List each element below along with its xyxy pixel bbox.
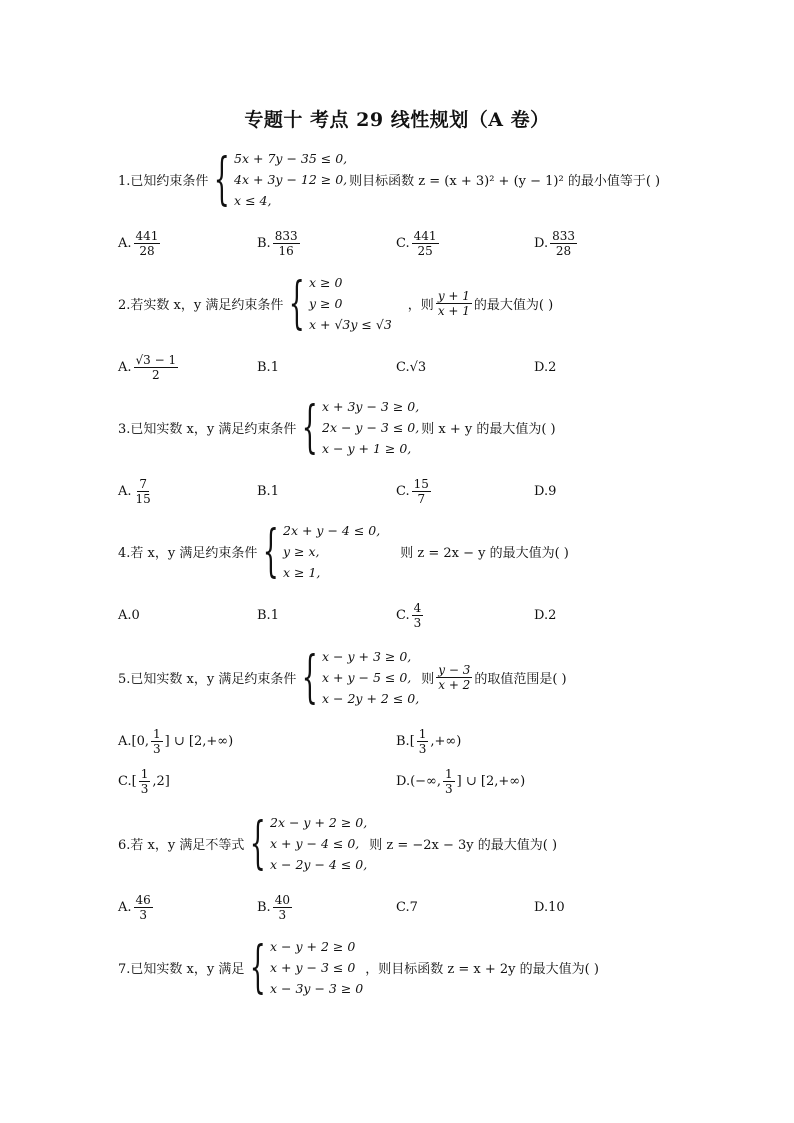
constraint: x + y − 3 ≤ 0 (270, 960, 356, 975)
question-7: 7.已知实数 x，y 满足 { x − y + 2 ≥ 0 x + y − 3 ≤ 0 x − 3y − 3 ≥ 0 ，则目标函数 z = x + 2y 的最大值为( ) (118, 934, 599, 1000)
question-6-options (118, 892, 678, 922)
option-a[interactable]: A. [0, $\frac{1}{3}$ ] ∪ [2,+∞) (118, 726, 234, 756)
option-d[interactable]: D. 9 (534, 483, 557, 499)
constraint: x − 3y − 3 ≥ 0 (270, 981, 364, 996)
objective-fraction: $\frac{y - 3}{x + 2}$ (438, 663, 471, 692)
option-b[interactable]: B. $\frac{833}{16}$ (257, 228, 298, 258)
question-1-prefix: 1.已知约束条件 (118, 174, 209, 189)
question-6-suffix: 则 z = −2x − 3y 的最大值为( ) (369, 838, 558, 853)
question-5-prefix: 5.已知实数 x，y 满足约束条件 (118, 672, 297, 687)
question-1-options (118, 228, 678, 258)
constraint: 4x + 3y − 12 ≥ 0, (234, 172, 348, 187)
question-1-suffix: 则目标函数 z = (x + 3)² + (y − 1)² 的最小值等于( ) (349, 174, 661, 189)
option-b[interactable]: B. 1 (257, 607, 279, 623)
option-a[interactable]: A. $\frac{441}{28}$ (118, 228, 159, 258)
constraint: x − 2y − 4 ≤ 0, (270, 857, 368, 872)
option-d[interactable]: D. $\frac{833}{28}$ (534, 228, 575, 258)
option-d[interactable]: D. 2 (534, 359, 557, 375)
constraint: x + √3y ≤ √3 (309, 317, 392, 332)
constraint: x − y + 1 ≥ 0, (322, 441, 412, 456)
question-5-options-row-1 (118, 724, 678, 758)
option-c[interactable]: C. √3 (396, 359, 427, 375)
objective-fraction: $\frac{y + 1}{x + 1}$ (437, 289, 470, 318)
constraint: y ≥ x, (283, 544, 320, 559)
option-c[interactable]: C. $\frac{15}{7}$ (396, 476, 429, 506)
question-4-options (118, 600, 678, 630)
question-6: 6.若 x，y 满足不等式 { 2x − y + 2 ≥ 0, x + y − 4 ≤ 0, x − 2y − 4 ≤ 0, 则 z = −2x − 3y 的最大值为( ) (118, 810, 558, 876)
question-1: 1.已知约束条件 { 5x + 7y − 35 ≤ 0, 4x + 3y − 12 ≥ 0, x ≤ 4, 则目标函数 z = (x + 3)² + (y − 1)² 的最小值等于( ) (118, 146, 661, 212)
question-2-prefix: 2.若实数 x，y 满足约束条件 (118, 298, 284, 313)
constraint: x + y − 4 ≤ 0, (270, 836, 360, 851)
question-3-options (118, 476, 678, 506)
option-c[interactable]: C. 7 (396, 899, 418, 915)
constraint: 5x + 7y − 35 ≤ 0, (234, 151, 348, 166)
option-d[interactable]: D. 2 (534, 607, 557, 623)
option-b[interactable]: B. [ $\frac{1}{3}$ ,+∞) (396, 726, 462, 756)
question-4: 4.若 x，y 满足约束条件 { 2x + y − 4 ≤ 0, y ≥ x, x ≥ 1, 则 z = 2x − y 的最大值为( ) (118, 518, 569, 584)
question-4-prefix: 4.若 x，y 满足约束条件 (118, 546, 258, 561)
constraint: x ≥ 1, (283, 565, 321, 580)
page-title: 专题十 考点 29 线性规划（A 卷） (244, 109, 550, 131)
option-c[interactable]: C. $\frac{4}{3}$ (396, 600, 422, 630)
question-2: 2.若实数 x，y 满足约束条件 { x ≥ 0 y ≥ 0 x + √3y ≤ √3 ，则 $\frac{y + 1}{x + 1}$ 的最大值为( ) (118, 270, 554, 336)
option-c[interactable]: C. $\frac{441}{25}$ (396, 228, 437, 258)
question-5: 5.已知实数 x，y 满足约束条件 { x − y + 3 ≥ 0, x + y − 5 ≤ 0, x − 2y + 2 ≤ 0, 则 $\frac{y - 3}{x + 2}$ 的取值范围是( ) (118, 644, 567, 710)
question-3: 3.已知实数 x，y 满足约束条件 { x + 3y − 3 ≥ 0, 2x − y − 3 ≤ 0, x − y + 1 ≥ 0, 则 x + y 的最大值为( ) (118, 394, 556, 460)
option-d[interactable]: D. 10 (534, 899, 565, 915)
question-4-suffix: 则 z = 2x − y 的最大值为( ) (400, 546, 569, 561)
question-7-suffix: ，则目标函数 z = x + 2y 的最大值为( ) (365, 962, 599, 977)
option-b[interactable]: B. $\frac{40}{3}$ (257, 892, 290, 922)
question-3-prefix: 3.已知实数 x，y 满足约束条件 (118, 422, 297, 437)
option-c[interactable]: C. [ $\frac{1}{3}$ ,2] (118, 766, 170, 796)
constraint: x ≥ 0 (309, 275, 343, 290)
option-b[interactable]: B. 1 (257, 483, 279, 499)
question-2-suffix-a: ，则 (407, 298, 434, 313)
question-5-options-row-2 (118, 764, 678, 798)
question-5-suffix-a: 则 (421, 672, 435, 687)
constraint: x + 3y − 3 ≥ 0, (322, 399, 420, 414)
question-6-prefix: 6.若 x，y 满足不等式 (118, 838, 245, 853)
option-a[interactable]: A. $\frac{√3 - 1}{2}$ (118, 352, 177, 382)
constraint: 2x − y − 3 ≤ 0, (322, 420, 420, 435)
constraint: x − 2y + 2 ≤ 0, (322, 691, 420, 706)
constraint: x − y + 3 ≥ 0, (322, 649, 412, 664)
question-3-suffix: 则 x + y 的最大值为( ) (421, 422, 556, 437)
question-5-suffix-b: 的取值范围是( ) (474, 672, 567, 687)
question-2-options (118, 352, 678, 382)
constraint: y ≥ 0 (309, 296, 343, 311)
question-2-suffix-b: 的最大值为( ) (473, 298, 554, 313)
option-a[interactable]: A. 0 (118, 607, 140, 623)
constraint: 2x + y − 4 ≤ 0, (283, 523, 381, 538)
constraint: x − y + 2 ≥ 0 (270, 939, 356, 954)
constraint: x ≤ 4, (234, 193, 272, 208)
constraint: x + y − 5 ≤ 0, (322, 670, 412, 685)
option-b[interactable]: B. 1 (257, 359, 279, 375)
option-a[interactable]: A. $\frac{46}{3}$ (118, 892, 151, 922)
option-a[interactable]: A. $\frac{7}{15}$ (118, 476, 151, 506)
question-7-prefix: 7.已知实数 x，y 满足 (118, 962, 245, 977)
constraint: 2x − y + 2 ≥ 0, (270, 815, 368, 830)
option-d[interactable]: D. (−∞, $\frac{1}{3}$ ] ∪ [2,+∞) (396, 766, 526, 796)
